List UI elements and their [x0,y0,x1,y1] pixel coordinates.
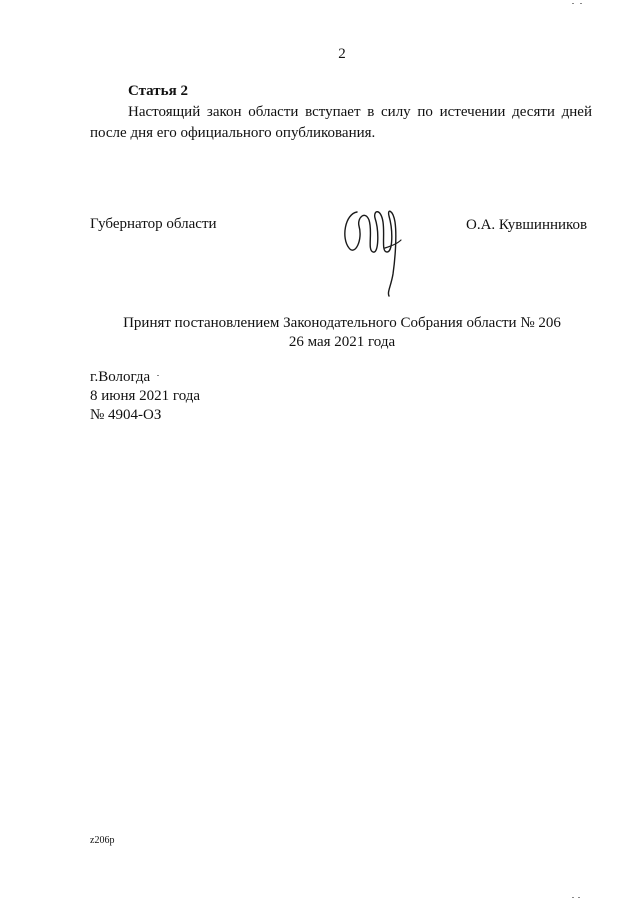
adoption-date: 26 мая 2021 года [288,334,396,350]
article-body: Настоящий закон области вступает в силу по истечении десяти дней после дня его официального опубликования. [90,104,592,141]
scan-speck [157,375,159,376]
governor-name: О.А. Кувшинников [466,217,588,233]
law-number: № 4904-ОЗ [90,407,162,423]
adoption-line: Принят постановлением Законодательного Собрания области № 206 [123,315,561,331]
article-heading: Статья 2 [128,83,188,99]
scan-speck [578,897,580,898]
scan-speck [580,3,582,4]
document-code: z206p [90,835,115,846]
handwritten-signature [335,200,415,300]
governor-title: Губернатор области [90,216,217,232]
scan-speck [572,897,574,898]
page-number: 2 [338,46,346,62]
place-city: г.Вологда [90,369,151,385]
signing-date: 8 июня 2021 года [90,388,201,404]
place-date-number-block [90,368,200,425]
scan-speck [572,3,574,4]
